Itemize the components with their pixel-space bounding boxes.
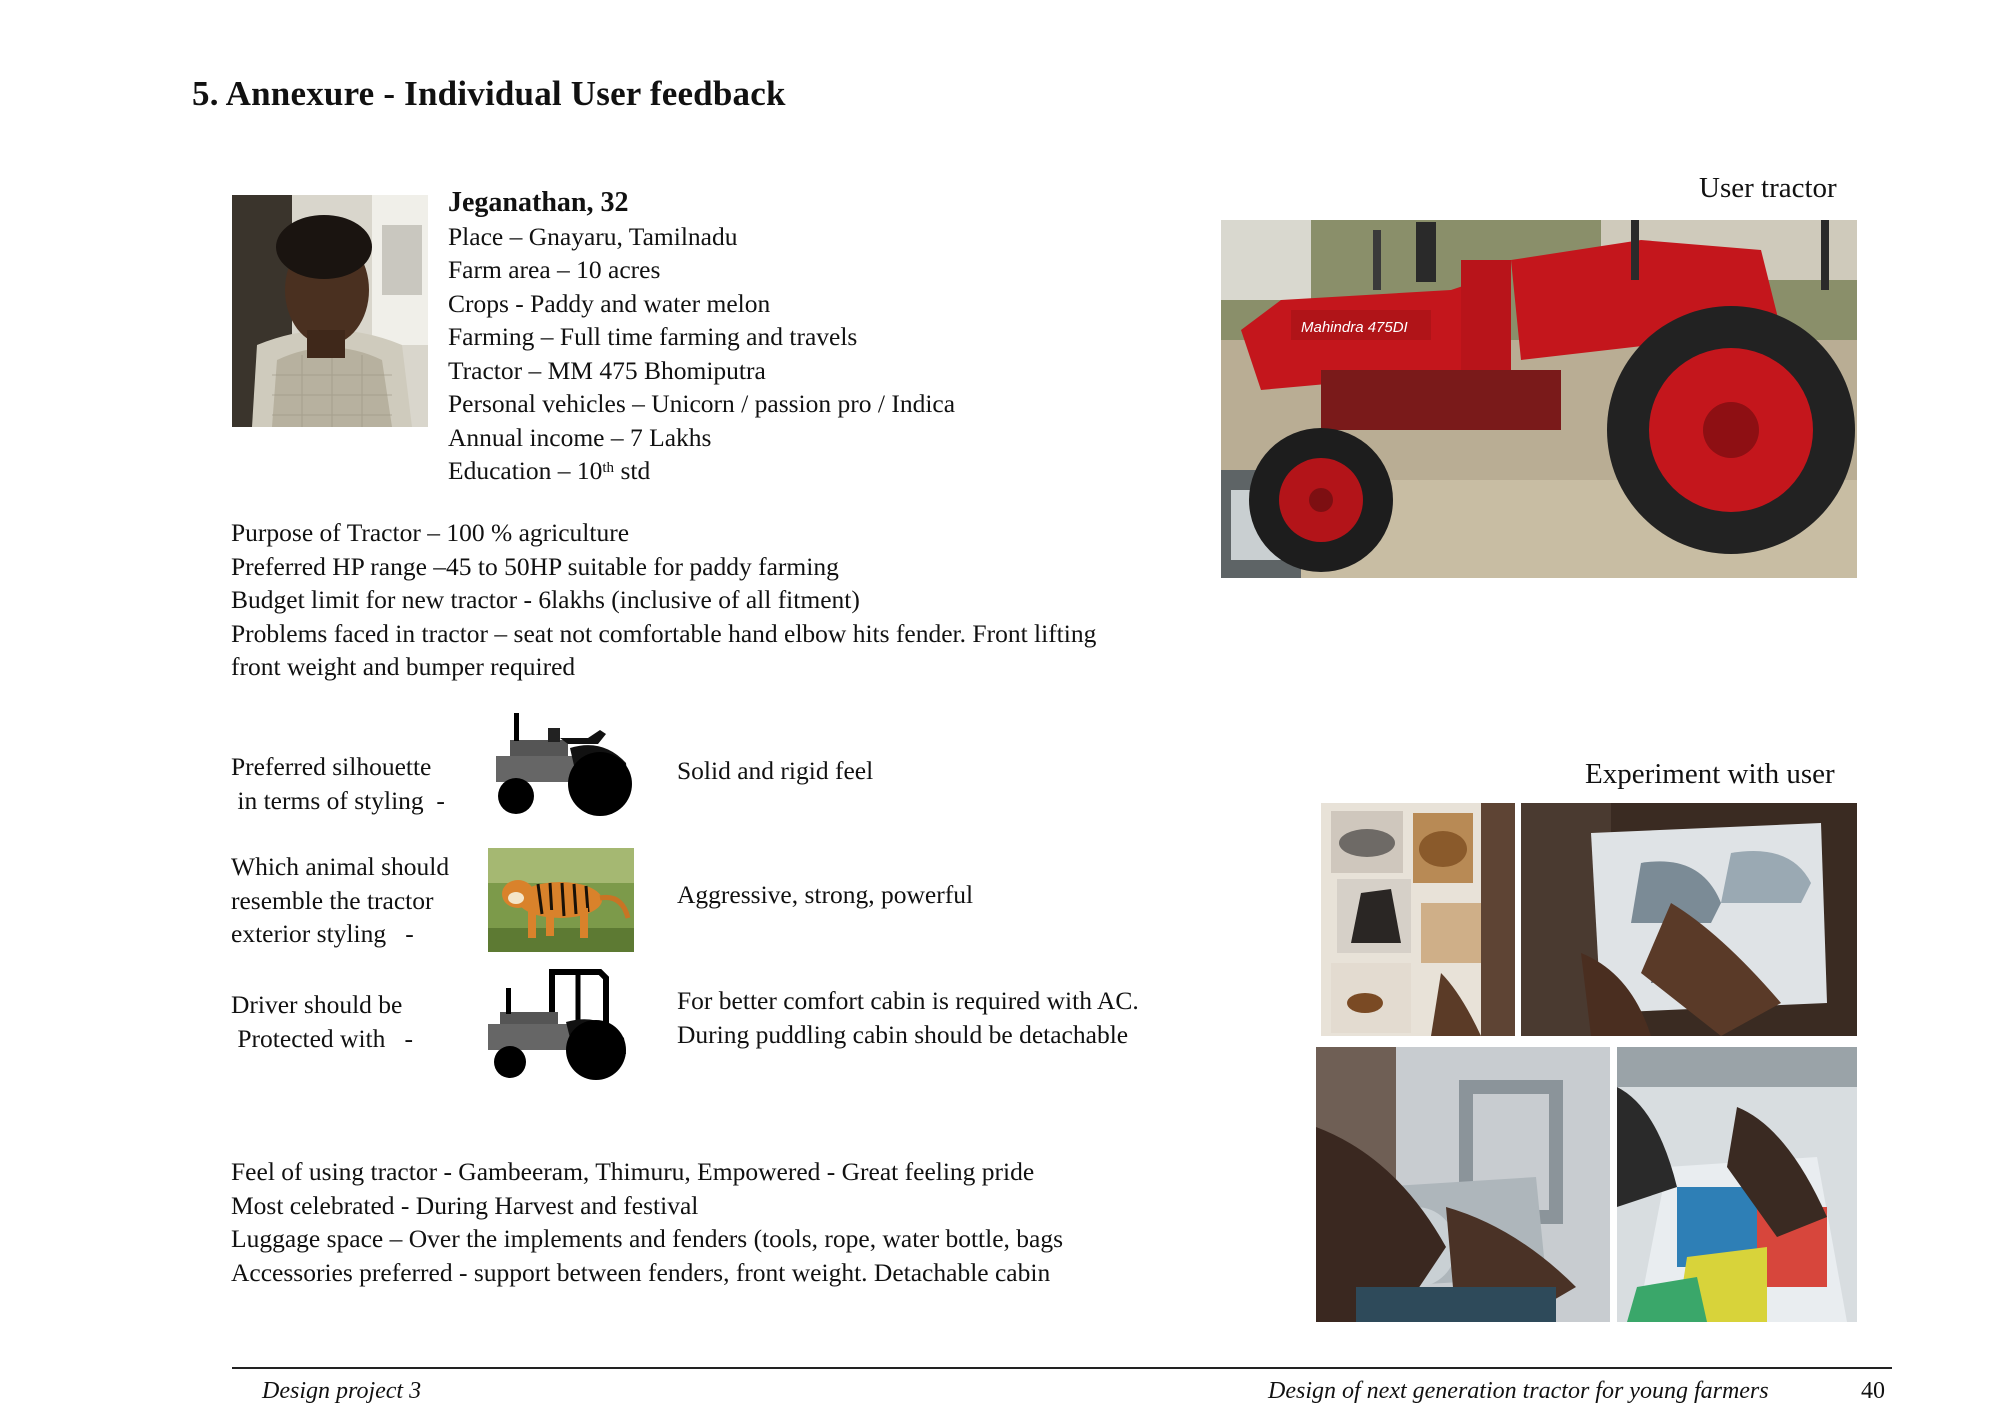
feelings-block <box>231 1155 1063 1289</box>
user-name: Jeganathan, 32 <box>448 187 629 218</box>
purpose-line: front weight and bumper required <box>231 652 576 681</box>
user-detail-tractor: Tractor – MM 475 Bhomiputra <box>448 355 766 385</box>
experiment-photo-color-cards <box>1617 1047 1857 1322</box>
user-detail-income: Annual income – 7 Lakhs <box>448 422 712 452</box>
user-tractor-photo <box>1221 220 1857 578</box>
preference-question-cabin: Driver should be Protected with - <box>231 990 413 1053</box>
user-detail-farming: Farming – Full time farming and travels <box>448 322 858 351</box>
tractor-silhouette-icon <box>488 708 636 820</box>
user-detail-crops: Crops - Paddy and water melon <box>448 288 771 318</box>
user-detail-vehicles: Personal vehicles – Unicorn / passion pro / Indica <box>448 389 956 418</box>
user-detail-place: Place – Gnayaru, Tamilnadu <box>448 221 738 251</box>
cabin-tractor-silhouette-icon <box>482 968 632 1080</box>
experiment-photo-silhouette-cards <box>1521 803 1857 1036</box>
feeling-line: Feel of using tractor - Gambeeram, Thimuru, Empowered - Great feeling pride <box>231 1157 1035 1186</box>
preference-question-silhouette: Preferred silhouette in terms of styling - <box>231 752 445 815</box>
tiger-photo <box>488 848 634 952</box>
preference-answer-silhouette: Solid and rigid feel <box>677 756 874 785</box>
user-profile <box>448 186 955 488</box>
experiment-photo-cabin-model <box>1316 1047 1610 1322</box>
preference-answer-animal: Aggressive, strong, powerful <box>677 880 974 909</box>
purpose-line: Problems faced in tractor – seat not comfortable hand elbow hits fender. Front lifting <box>231 618 1097 648</box>
preference-question-animal: Which animal should resemble the tractor exterior styling - <box>231 852 450 948</box>
experiment-photo-animal-cards <box>1321 803 1515 1036</box>
footer-left: Design project 3 <box>262 1378 422 1404</box>
purpose-line: Preferred HP range –45 to 50HP suitable for paddy farming <box>231 551 839 581</box>
feeling-line: Most celebrated - During Harvest and festival <box>231 1190 699 1220</box>
feeling-line: Luggage space – Over the implements and fenders (tools, rope, water bottle, bags <box>231 1224 1064 1253</box>
footer-right: Design of next generation tractor for young farmers <box>1268 1378 1769 1404</box>
tractor-badge: Mahindra 475DI <box>1301 319 1408 336</box>
feeling-line: Accessories preferred - support between fenders, front weight. Detachable cabin <box>231 1257 1051 1287</box>
experiment-caption: Experiment with user <box>1585 758 1835 790</box>
user-tractor-caption: User tractor <box>1699 172 1837 204</box>
page-heading: 5. Annexure - Individual User feedback <box>192 74 786 113</box>
purpose-line: Budget limit for new tractor - 6lakhs (inclusive of all fitment) <box>231 585 860 614</box>
purpose-line: Purpose of Tractor – 100 % agriculture <box>231 518 630 547</box>
footer-rule <box>232 1367 1892 1369</box>
user-detail-education: Education – 10th std <box>448 456 651 485</box>
purpose-block <box>231 516 1096 684</box>
page-number: 40 <box>1861 1378 1885 1404</box>
user-portrait-photo <box>232 195 428 427</box>
user-detail-farm-area: Farm area – 10 acres <box>448 255 661 284</box>
preference-answer-cabin: For better comfort cabin is required with AC. During puddling cabin should be detachable <box>677 986 1139 1049</box>
